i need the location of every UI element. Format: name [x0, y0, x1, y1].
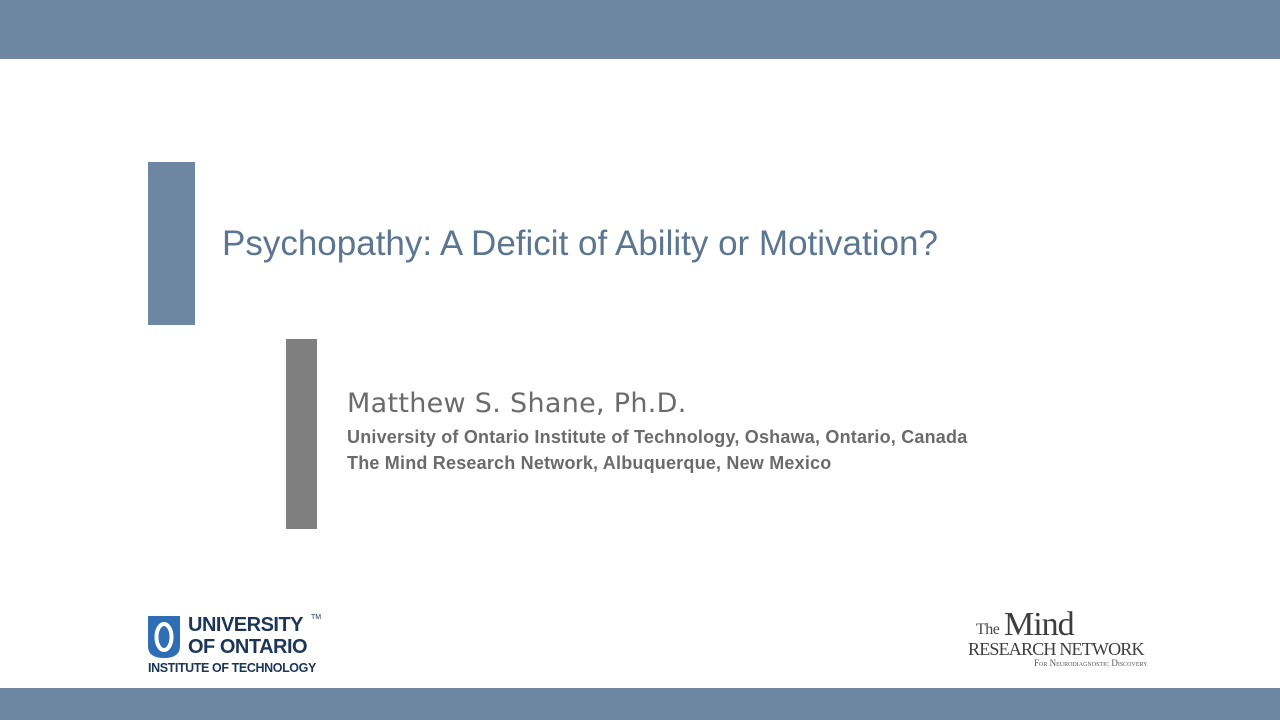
mind-logo-mind: Mind [1004, 606, 1074, 643]
mind-logo-the: The [976, 621, 1000, 638]
mind-research-network-logo [966, 608, 1166, 670]
title-accent-bar [148, 162, 195, 325]
uoit-logo-line1: UNIVERSITY [188, 614, 304, 636]
author-name: Matthew S. Shane, Ph.D. [347, 388, 687, 419]
top-band [0, 0, 1280, 59]
bottom-band [0, 688, 1280, 720]
slide-title: Psychopathy: A Deficit of Ability or Motivation? [222, 224, 938, 263]
uoit-logo [148, 614, 323, 676]
mind-logo-network: RESEARCH NETWORK [968, 639, 1144, 659]
mind-logo-tagline: For Neurodiagnostic Discovery [1034, 658, 1148, 668]
uoit-shield-icon [148, 616, 180, 658]
uoit-logo-line3: INSTITUTE OF TECHNOLOGY [148, 661, 316, 675]
uoit-logo-line2: OF ONTARIO [188, 636, 308, 658]
subtitle-block [347, 384, 967, 476]
subtitle-accent-bar [286, 339, 317, 529]
affiliation-uoit: University of Ontario Institute of Technology, Oshawa, Ontario, Canada [347, 427, 968, 447]
uoit-logo-trademark: TM [311, 614, 322, 621]
affiliation-mrn: The Mind Research Network, Albuquerque, New Mexico [347, 453, 832, 473]
